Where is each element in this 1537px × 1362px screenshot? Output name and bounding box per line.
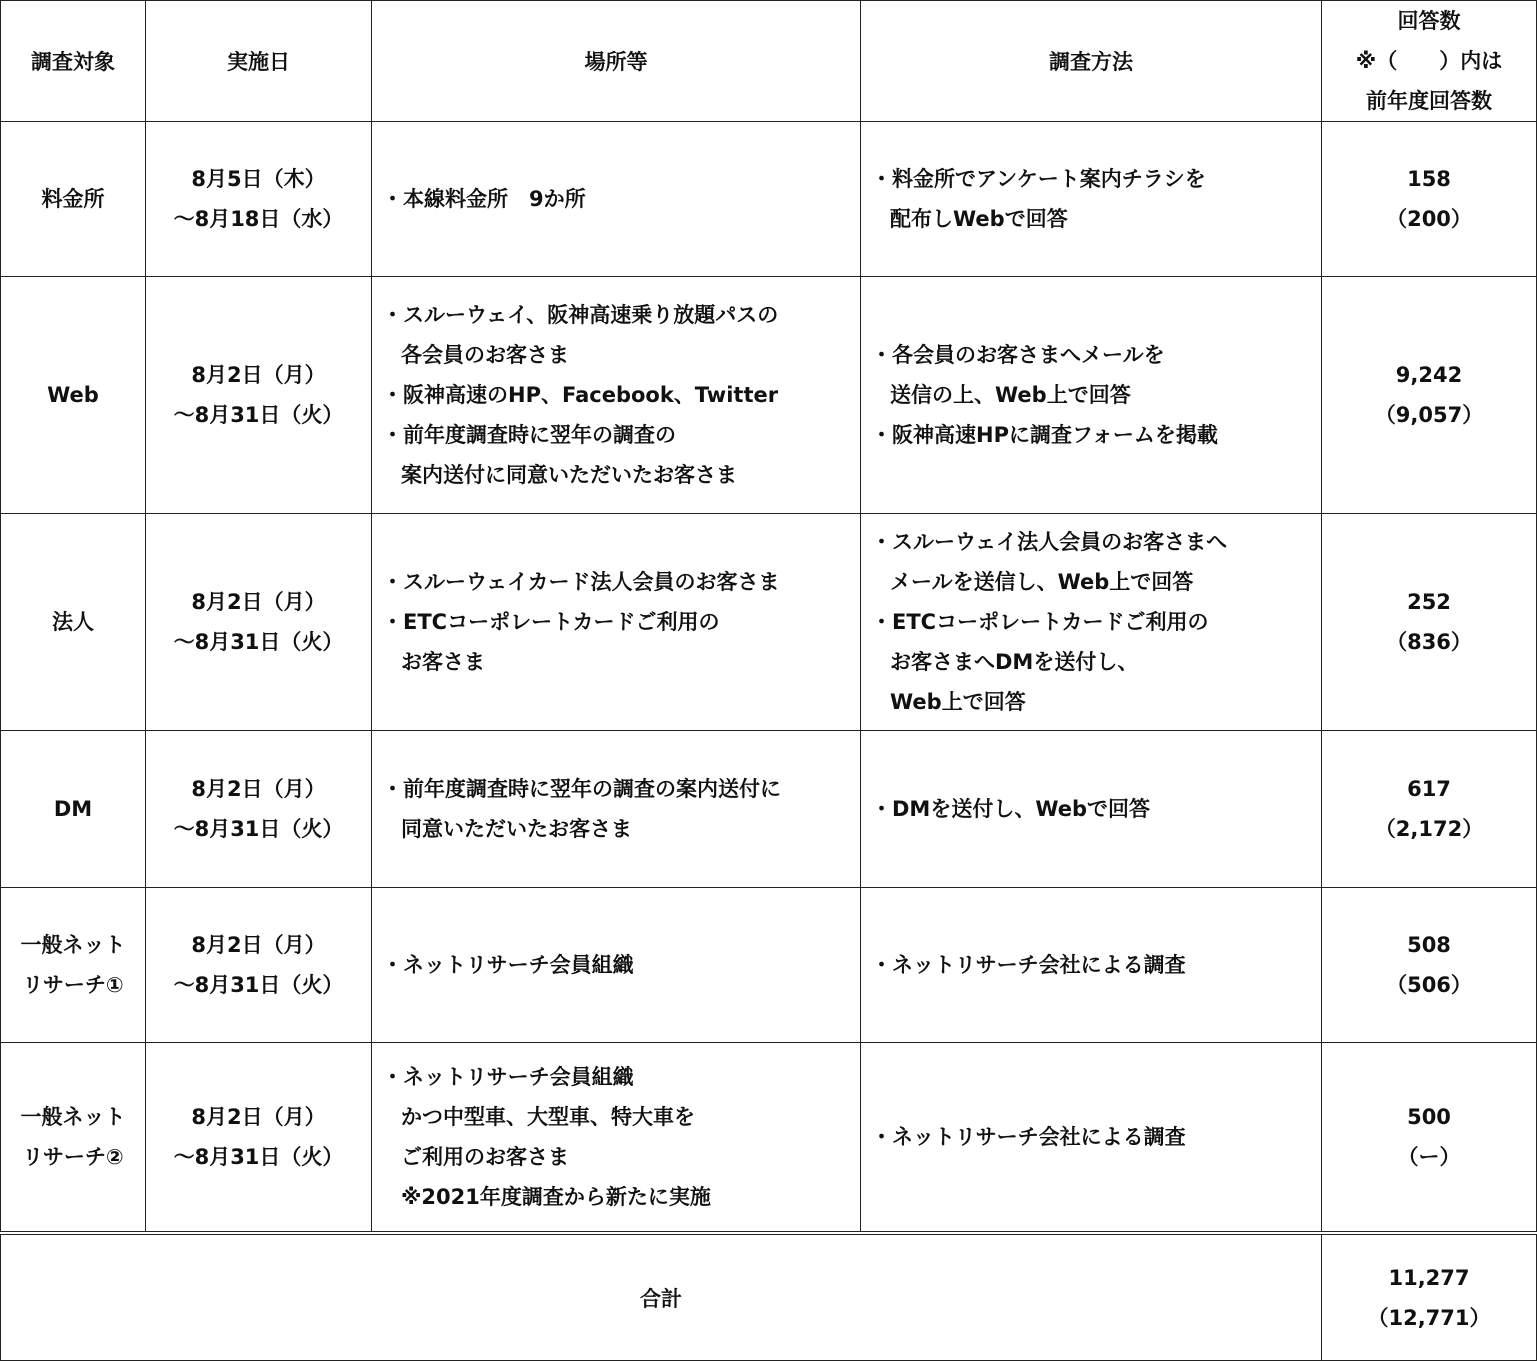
- total-responses: [1322, 1233, 1537, 1360]
- cell-line: 送信の上、Web上で回答: [890, 383, 1131, 408]
- cell-date: [146, 887, 372, 1042]
- cell-line: かつ中型車、大型車、特大車を: [401, 1105, 695, 1130]
- cell-method: [861, 887, 1322, 1042]
- cell-line: Web: [47, 383, 99, 408]
- cell-line: 8月2日（月）: [191, 590, 326, 615]
- cell-line: ・ネットリサーチ会員組織: [382, 1065, 634, 1090]
- cell-line: ～8月31日（火）: [173, 403, 344, 428]
- cell-line: リサーチ①: [22, 972, 124, 997]
- cell-line: ・DMを送付し、Webで回答: [871, 797, 1151, 822]
- cell-line: 一般ネット: [20, 1105, 126, 1130]
- table-row: [1, 1042, 1537, 1233]
- cell-date: [146, 731, 372, 887]
- header-row: [1, 1, 1537, 122]
- cell-line: ～8月18日（水）: [173, 207, 344, 232]
- cell-method: [861, 731, 1322, 887]
- cell-line: ・各会員のお客さまへメールを: [871, 343, 1165, 368]
- table-row: [1, 887, 1537, 1042]
- table-row: [1, 277, 1537, 514]
- table-row: [1, 731, 1537, 887]
- header-responses-line: ※（ ）内は: [1355, 49, 1503, 73]
- header-responses: [1322, 1, 1537, 122]
- cell-line: 252: [1407, 590, 1451, 615]
- cell-line: ・阪神高速のHP、Facebook、Twitter: [382, 383, 779, 408]
- cell-date: [146, 514, 372, 731]
- cell-line: 案内送付に同意いただいたお客さま: [401, 463, 737, 488]
- cell-responses: [1322, 514, 1537, 731]
- cell-date: [146, 277, 372, 514]
- cell-line: 配布しWebで回答: [890, 207, 1068, 232]
- cell-line: お客さま: [401, 650, 485, 675]
- cell-line: ・スルーウェイ法人会員のお客さまへ: [871, 530, 1228, 555]
- cell-line: リサーチ②: [22, 1145, 124, 1170]
- cell-target: [1, 277, 146, 514]
- cell-method: [861, 122, 1322, 277]
- header-place: 場所等: [372, 1, 861, 122]
- cell-place: [372, 122, 861, 277]
- cell-responses: [1322, 122, 1537, 277]
- cell-line: （2,172）: [1374, 817, 1484, 842]
- header-responses-line: 前年度回答数: [1366, 89, 1492, 113]
- cell-target: [1, 1042, 146, 1233]
- cell-line: 11,277: [1388, 1265, 1470, 1290]
- cell-place: [372, 514, 861, 731]
- cell-method: [861, 514, 1322, 731]
- cell-place: [372, 277, 861, 514]
- cell-responses: [1322, 731, 1537, 887]
- cell-line: ・ネットリサーチ会社による調査: [871, 952, 1186, 977]
- cell-target: [1, 887, 146, 1042]
- cell-line: 508: [1407, 932, 1451, 957]
- total-row: [1, 1233, 1537, 1360]
- cell-place: [372, 1042, 861, 1233]
- cell-line: ご利用のお客さま: [401, 1145, 569, 1170]
- header-date: 実施日: [146, 1, 372, 122]
- header-target: 調査対象: [1, 1, 146, 122]
- cell-line: ・前年度調査時に翌年の調査の: [382, 423, 676, 448]
- cell-line: （ー）: [1397, 1145, 1461, 1170]
- cell-line: ・ETCコーポレートカードご利用の: [382, 610, 720, 635]
- cell-responses: [1322, 1042, 1537, 1233]
- cell-line: ・ネットリサーチ会員組織: [382, 952, 634, 977]
- cell-line: ※2021年度調査から新たに実施: [401, 1185, 711, 1210]
- cell-date: [146, 122, 372, 277]
- cell-line: 法人: [52, 610, 94, 635]
- cell-line: ・ネットリサーチ会社による調査: [871, 1125, 1186, 1150]
- cell-target: [1, 731, 146, 887]
- cell-line: ・阪神高速HPに調査フォームを掲載: [871, 423, 1218, 448]
- header-responses-line: 回答数: [1397, 9, 1461, 33]
- cell-line: ・スルーウェイカード法人会員のお客さま: [382, 570, 780, 595]
- table-row: [1, 122, 1537, 277]
- cell-line: 8月2日（月）: [191, 363, 326, 388]
- cell-place: [372, 887, 861, 1042]
- cell-line: メールを送信し、Web上で回答: [890, 570, 1194, 595]
- cell-line: 617: [1407, 777, 1451, 802]
- cell-line: 8月2日（月）: [191, 777, 326, 802]
- cell-line: ～8月31日（火）: [173, 630, 344, 655]
- cell-line: ・ETCコーポレートカードご利用の: [871, 610, 1209, 635]
- cell-line: （200）: [1386, 207, 1472, 232]
- cell-date: [146, 1042, 372, 1233]
- cell-line: ・前年度調査時に翌年の調査の案内送付に: [382, 777, 781, 802]
- cell-line: 8月2日（月）: [191, 932, 326, 957]
- cell-line: （9,057）: [1374, 403, 1484, 428]
- cell-line: （836）: [1386, 630, 1472, 655]
- cell-line: （12,771）: [1367, 1305, 1491, 1330]
- cell-line: （506）: [1386, 972, 1472, 997]
- cell-line: 8月2日（月）: [191, 1105, 326, 1130]
- cell-line: ～8月31日（火）: [173, 1145, 344, 1170]
- cell-line: ～8月31日（火）: [173, 817, 344, 842]
- cell-line: 9,242: [1395, 363, 1463, 388]
- cell-line: ・料金所でアンケート案内チラシを: [871, 167, 1206, 192]
- cell-line: 料金所: [41, 187, 105, 212]
- header-method: 調査方法: [861, 1, 1322, 122]
- cell-target: [1, 122, 146, 277]
- cell-line: お客さまへDMを送付し、: [890, 650, 1139, 675]
- cell-line: ・スルーウェイ、阪神高速乗り放題パスの: [382, 303, 779, 328]
- cell-line: 同意いただいたお客さま: [401, 817, 632, 842]
- cell-line: ～8月31日（火）: [173, 972, 344, 997]
- cell-method: [861, 277, 1322, 514]
- cell-place: [372, 731, 861, 887]
- table-row: [1, 514, 1537, 731]
- cell-line: 各会員のお客さま: [401, 343, 569, 368]
- cell-target: [1, 514, 146, 731]
- cell-responses: [1322, 277, 1537, 514]
- cell-method: [861, 1042, 1322, 1233]
- cell-line: DM: [53, 797, 93, 822]
- cell-line: ・本線料金所 9か所: [382, 187, 586, 212]
- table-body: [1, 122, 1537, 1361]
- cell-line: Web上で回答: [890, 690, 1026, 715]
- cell-line: 500: [1407, 1105, 1451, 1130]
- cell-line: 8月5日（木）: [191, 167, 326, 192]
- cell-line: 158: [1407, 167, 1451, 192]
- total-label: 合計: [1, 1233, 1322, 1360]
- cell-responses: [1322, 887, 1537, 1042]
- cell-line: 一般ネット: [20, 932, 126, 957]
